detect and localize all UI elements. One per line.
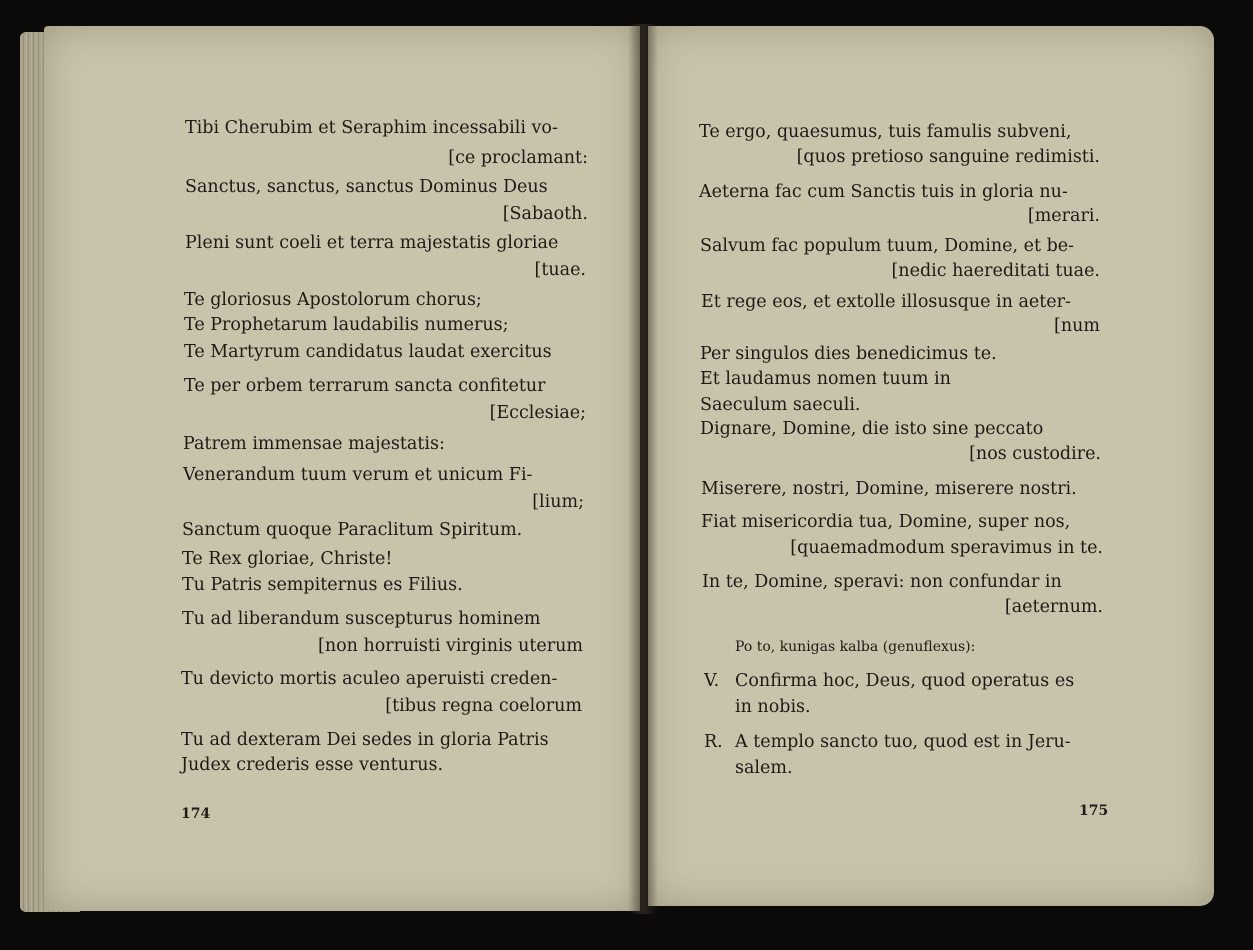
text-line: Judex crederis esse venturus. xyxy=(181,755,444,775)
text-line: [aeternum. xyxy=(1004,597,1103,617)
text-line: Et rege eos, et extolle illosusque in aeter- xyxy=(701,292,1071,312)
text-line: Et laudamus nomen tuum in xyxy=(700,369,951,389)
text-line: [non horruisti virginis uterum xyxy=(318,636,583,656)
text-line: Te Martyrum candidatus laudat exercitus xyxy=(184,342,552,362)
text-line: [quaemadmodum speravimus in te. xyxy=(790,538,1103,558)
versicle-marker: V. xyxy=(704,671,720,691)
text-line: Saeculum saeculi. xyxy=(700,395,861,415)
text-line: Te Prophetarum laudabilis numerus; xyxy=(184,315,509,335)
text-line: salem. xyxy=(735,758,793,778)
text-line: Sanctum quoque Paraclitum Spiritum. xyxy=(182,520,523,540)
text-line: A templo sancto tuo, quod est in Jeru- xyxy=(735,732,1071,752)
rubric: Po to, kunigas kalba (genuflexus): xyxy=(735,639,976,655)
text-line: in nobis. xyxy=(735,697,811,717)
page-number: 175 xyxy=(1079,803,1109,819)
text-line: Tu devicto mortis aculeo aperuisti creden- xyxy=(181,669,558,689)
text-line: Sanctus, sanctus, sanctus Dominus Deus xyxy=(185,177,548,197)
text-line: [lium; xyxy=(532,492,584,512)
text-line: Fiat misericordia tua, Domine, super nos, xyxy=(701,512,1071,532)
text-line: Aeterna fac cum Sanctis tuis in gloria nu- xyxy=(699,182,1068,202)
text-line: Te gloriosus Apostolorum chorus; xyxy=(184,290,482,310)
text-line: [merari. xyxy=(1027,206,1100,226)
text-line: Pleni sunt coeli et terra majestatis gloriae xyxy=(185,233,559,253)
text-line: [num xyxy=(1054,316,1100,336)
text-line: Tu Patris sempiternus es Filius. xyxy=(182,575,463,595)
text-line: [tibus regna coelorum xyxy=(385,696,582,716)
book-gutter xyxy=(628,24,658,914)
text-line: In te, Domine, speravi: non confundar in xyxy=(702,572,1062,592)
text-line: Dignare, Domine, die isto sine peccato xyxy=(700,419,1044,439)
text-line: [ce proclamant: xyxy=(448,148,588,168)
text-line: Salvum fac populum tuum, Domine, et be- xyxy=(700,236,1075,256)
text-line: Patrem immensae majestatis: xyxy=(183,434,445,454)
text-line: Tibi Cherubim et Seraphim incessabili vo- xyxy=(185,118,558,138)
text-line: [Ecclesiae; xyxy=(489,403,586,423)
text-line: [nedic haereditati tuae. xyxy=(891,261,1100,281)
text-line: Te ergo, quaesumus, tuis famulis subveni, xyxy=(699,122,1072,142)
text-line: Confirma hoc, Deus, quod operatus es xyxy=(735,671,1075,691)
text-line: [quos pretioso sanguine redimisti. xyxy=(796,147,1100,167)
text-line: Miserere, nostri, Domine, miserere nostri. xyxy=(701,479,1077,499)
text-line: Per singulos dies benedicimus te. xyxy=(700,344,997,364)
text-line: Venerandum tuum verum et unicum Fi- xyxy=(183,465,533,485)
page-number: 174 xyxy=(181,806,211,822)
text-line: [tuae. xyxy=(534,260,586,280)
response-marker: R. xyxy=(704,732,723,752)
text-line: Tu ad liberandum suscepturus hominem xyxy=(182,609,541,629)
text-line: [nos custodire. xyxy=(969,444,1101,464)
text-line: Tu ad dexteram Dei sedes in gloria Patris xyxy=(181,730,549,750)
text-line: Te per orbem terrarum sancta confitetur xyxy=(184,376,546,396)
text-line: Te Rex gloriae, Christe! xyxy=(182,549,393,569)
text-line: [Sabaoth. xyxy=(502,204,588,224)
